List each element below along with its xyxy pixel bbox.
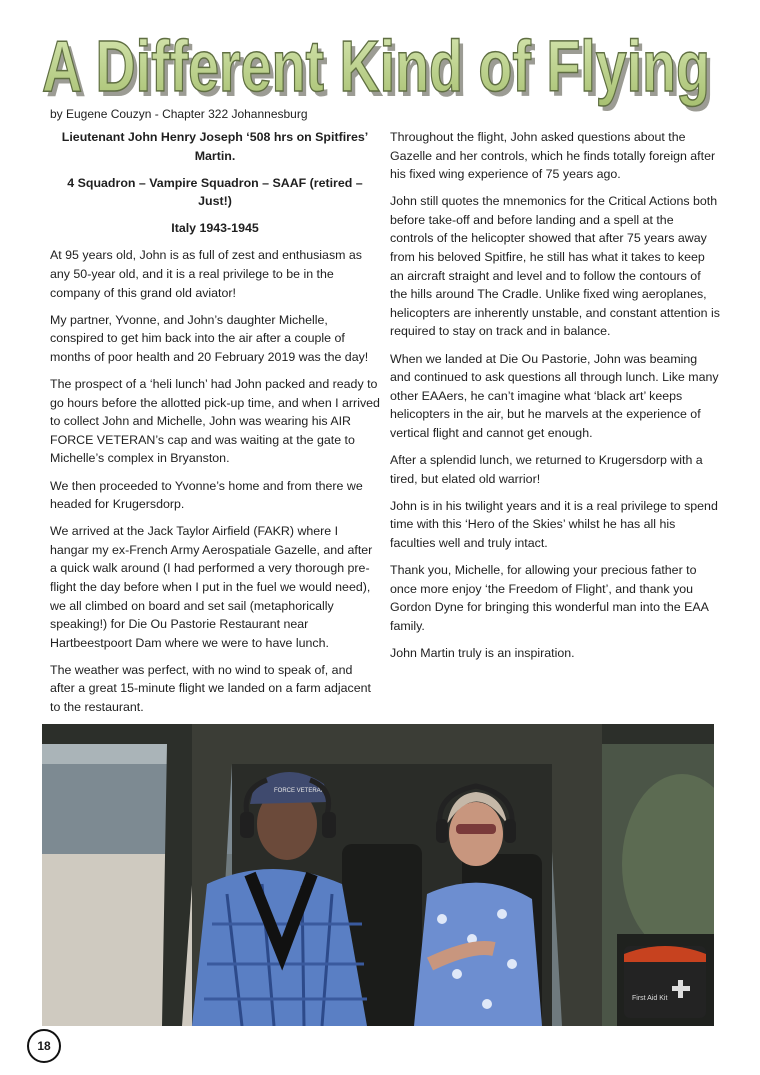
article-title [40,30,720,112]
paragraph: After a splendid lunch, we returned to Krugersdorp with a tired, but elated old warrior! [390,453,703,486]
paragraph: John Martin truly is an inspiration. [390,645,575,660]
headset-icon [240,812,254,838]
title-shadow: A Different Kind of Flying [46,32,714,112]
paragraph: At 95 years old, John is as full of zest and enthusiasm as any 50-year old, and it is a real privilege to be in the company of this grand old aviator! [50,248,362,300]
paragraph: Throughout the flight, John asked questions about the Gazelle and her controls, which he finds totally foreign after his fixed wing experience of 75 years ago. [390,130,716,182]
cap-label: FORCE VETERAN [274,788,326,794]
helicopter-cockpit-photo [42,724,714,1026]
first-aid-kit-label: First Aid Kit [632,995,668,1002]
paragraph: The prospect of a ‘heli lunch’ had John packed and ready to go hours before the allotted pick-up time, and when I arrived to collect John and Michelle, John was wearing his AIR FORCE VETERAN’s cap and was waiting at the gate to Michelle’s complex in Bryanston. [50,377,380,466]
heading-name: Lieutenant John Henry Joseph ‘508 hrs on Spitfires’ Martin. [61,130,369,163]
byline: by Eugene Couzyn - Chapter 322 Johannesburg [50,107,308,121]
photo-illustration [42,724,714,1026]
heading-squadron: 4 Squadron – Vampire Squadron – SAAF (retired – Just!) [67,175,363,209]
heading-place: Italy 1943-1945 [171,221,259,236]
paragraph: The weather was perfect, with no wind to speak of, and after a great 15-minute flight we landed on a farm adjacent to the restaurant. [50,662,371,715]
paragraph: John is in his twilight years and it is a real privilege to spend time with this ‘Hero of the Skies’ whilst he has all his faculties well and truly intact. [390,498,718,550]
right-column [390,128,720,671]
paragraph: John still quotes the mnemonics for the Critical Actions both before take-off and before landing and a spell at the controls of the helicopter showed that after 75 years away from his beloved Spitfire, he still has what it takes to keep an aircraft straight and level and to follow the contours of the hills around The Cradle. Unlike fixed wing aeroplanes, helicopters are inherently unstable, and constant attention is required to stay on track and in balance. [390,194,720,339]
title-text: A Different Kind of Flying [42,30,710,107]
paragraph: We arrived at the Jack Taylor Airfield (FAKR) where I hangar my ex-French Army Aerospatiale Gazelle, and after a quick walk around (I had performed a very thorough pre-flight the day before when I put in the fuel we would need), we all climbed on board and set sail (metaphorically speaking!) for Die Ou Pastorie Restaurant near Hartbeestpoort Dam where we were to have lunch. [50,524,373,650]
paragraph: When we landed at Die Ou Pastorie, John was beaming and continued to ask questions all through lunch. Like many other EAAers, he can’t imagine what ‘black art’ keeps helicopters in the air, but he marvels at the experience of vertical flight and cannot get enough. [390,351,719,440]
paragraph: My partner, Yvonne, and John’s daughter Michelle, conspired to get him back into the air after a couple of months of poor health and 20 February 2019 was the day! [50,312,369,364]
paragraph: We then proceeded to Yvonne’s home and from there we headed for Krugersdorp. [50,478,363,512]
paragraph: Thank you, Michelle, for allowing your precious father to once more enjoy ‘the Freedom of Flight’, and thank you Gordon Dyne for bringing this wonderful man into the EAA family. [390,562,709,633]
left-column [50,128,380,725]
page-number: 18 [27,1029,61,1063]
